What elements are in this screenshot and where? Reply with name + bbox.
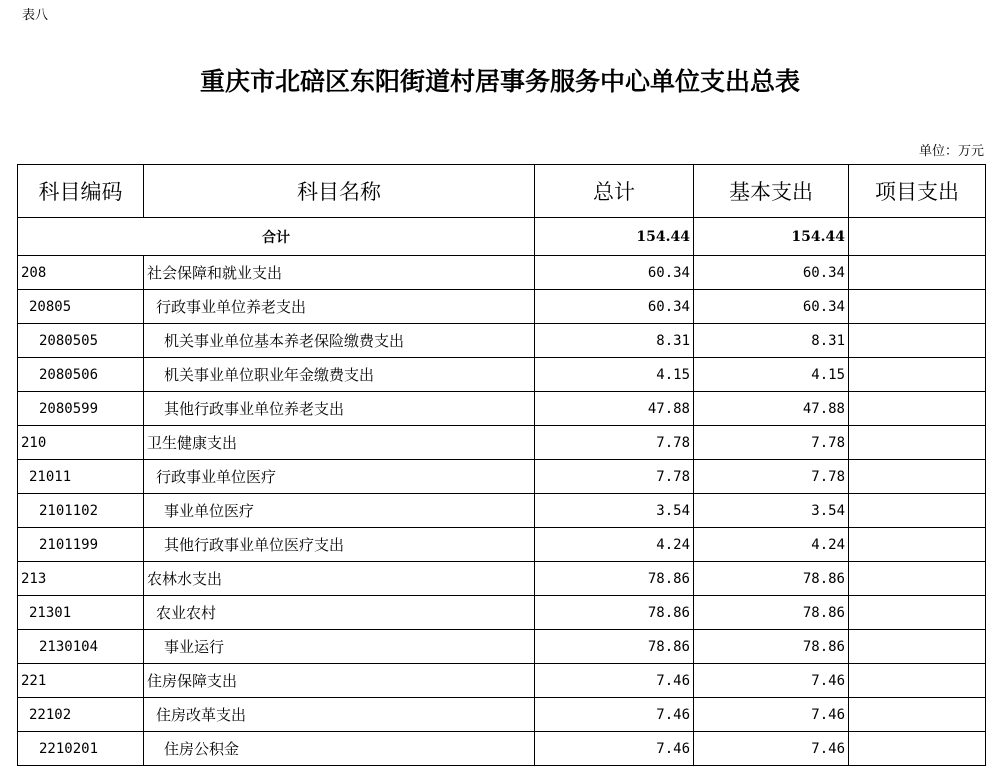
table-row <box>18 528 986 562</box>
row-basic: 47.88 <box>694 392 849 426</box>
row-basic: 8.31 <box>694 324 849 358</box>
row-code: 21301 <box>18 596 144 630</box>
row-total: 7.78 <box>535 426 694 460</box>
table-row <box>18 290 986 324</box>
row-project <box>849 324 986 358</box>
table-row <box>18 324 986 358</box>
row-code: 2080599 <box>18 392 144 426</box>
row-project <box>849 562 986 596</box>
table-row <box>18 392 986 426</box>
row-name: 事业单位医疗 <box>144 494 535 528</box>
row-code: 213 <box>18 562 144 596</box>
row-code: 22102 <box>18 698 144 732</box>
row-name: 其他行政事业单位医疗支出 <box>144 528 535 562</box>
total-total: 154.44 <box>535 218 694 256</box>
total-label: 合计 <box>18 218 535 256</box>
row-total: 4.24 <box>535 528 694 562</box>
row-code: 2101199 <box>18 528 144 562</box>
row-code: 2210201 <box>18 732 144 766</box>
row-total: 7.46 <box>535 732 694 766</box>
row-code: 20805 <box>18 290 144 324</box>
row-project <box>849 392 986 426</box>
row-code: 21011 <box>18 460 144 494</box>
row-total: 4.15 <box>535 358 694 392</box>
row-basic: 60.34 <box>694 256 849 290</box>
row-basic: 60.34 <box>694 290 849 324</box>
row-project <box>849 358 986 392</box>
column-header-code: 科目编码 <box>18 165 144 218</box>
row-total: 78.86 <box>535 562 694 596</box>
row-basic: 7.46 <box>694 732 849 766</box>
row-project <box>849 256 986 290</box>
table-row <box>18 358 986 392</box>
row-name: 农林水支出 <box>144 562 535 596</box>
row-code: 210 <box>18 426 144 460</box>
table-row <box>18 664 986 698</box>
table-row <box>18 698 986 732</box>
row-basic: 7.46 <box>694 698 849 732</box>
row-total: 7.46 <box>535 664 694 698</box>
table-row <box>18 562 986 596</box>
row-code: 2101102 <box>18 494 144 528</box>
row-total: 3.54 <box>535 494 694 528</box>
row-total: 7.78 <box>535 460 694 494</box>
row-name: 机关事业单位基本养老保险缴费支出 <box>144 324 535 358</box>
row-name: 行政事业单位医疗 <box>144 460 535 494</box>
row-code: 2080506 <box>18 358 144 392</box>
row-basic: 4.15 <box>694 358 849 392</box>
row-basic: 4.24 <box>694 528 849 562</box>
table-row <box>18 630 986 664</box>
row-code: 221 <box>18 664 144 698</box>
row-total: 7.46 <box>535 698 694 732</box>
row-project <box>849 290 986 324</box>
table-number: 表八 <box>22 8 49 23</box>
row-project <box>849 630 986 664</box>
row-project <box>849 528 986 562</box>
row-basic: 7.46 <box>694 664 849 698</box>
row-basic: 7.78 <box>694 460 849 494</box>
unit-label: 单位：万元 <box>918 144 984 159</box>
table-row <box>18 460 986 494</box>
row-basic: 78.86 <box>694 562 849 596</box>
total-project <box>849 218 986 256</box>
row-basic: 3.54 <box>694 494 849 528</box>
table-row <box>18 256 986 290</box>
row-total: 60.34 <box>535 256 694 290</box>
row-code: 2130104 <box>18 630 144 664</box>
row-name: 农业农村 <box>144 596 535 630</box>
column-header-total: 总计 <box>535 165 694 218</box>
row-total: 60.34 <box>535 290 694 324</box>
row-code: 208 <box>18 256 144 290</box>
row-project <box>849 494 986 528</box>
row-total: 78.86 <box>535 630 694 664</box>
table-row <box>18 494 986 528</box>
row-basic: 78.86 <box>694 630 849 664</box>
row-basic: 78.86 <box>694 596 849 630</box>
row-code: 2080505 <box>18 324 144 358</box>
column-header-project: 项目支出 <box>849 165 986 218</box>
row-name: 社会保障和就业支出 <box>144 256 535 290</box>
row-project <box>849 460 986 494</box>
row-project <box>849 664 986 698</box>
table-row <box>18 596 986 630</box>
row-name: 卫生健康支出 <box>144 426 535 460</box>
row-basic: 7.78 <box>694 426 849 460</box>
row-name: 住房保障支出 <box>144 664 535 698</box>
row-name: 其他行政事业单位养老支出 <box>144 392 535 426</box>
table-row <box>18 426 986 460</box>
row-project <box>849 732 986 766</box>
row-name: 住房改革支出 <box>144 698 535 732</box>
table-header-row <box>18 165 986 218</box>
row-total: 47.88 <box>535 392 694 426</box>
row-project <box>849 596 986 630</box>
table-row <box>18 732 986 766</box>
row-project <box>849 698 986 732</box>
row-name: 住房公积金 <box>144 732 535 766</box>
column-header-name: 科目名称 <box>144 165 535 218</box>
row-total: 8.31 <box>535 324 694 358</box>
row-name: 机关事业单位职业年金缴费支出 <box>144 358 535 392</box>
column-header-basic: 基本支出 <box>694 165 849 218</box>
page-title: 重庆市北碚区东阳街道村居事务服务中心单位支出总表 <box>199 67 800 96</box>
total-basic: 154.44 <box>694 218 849 256</box>
row-name: 事业运行 <box>144 630 535 664</box>
row-name: 行政事业单位养老支出 <box>144 290 535 324</box>
total-row <box>18 218 986 256</box>
row-total: 78.86 <box>535 596 694 630</box>
row-project <box>849 426 986 460</box>
expenditure-table <box>17 164 986 766</box>
